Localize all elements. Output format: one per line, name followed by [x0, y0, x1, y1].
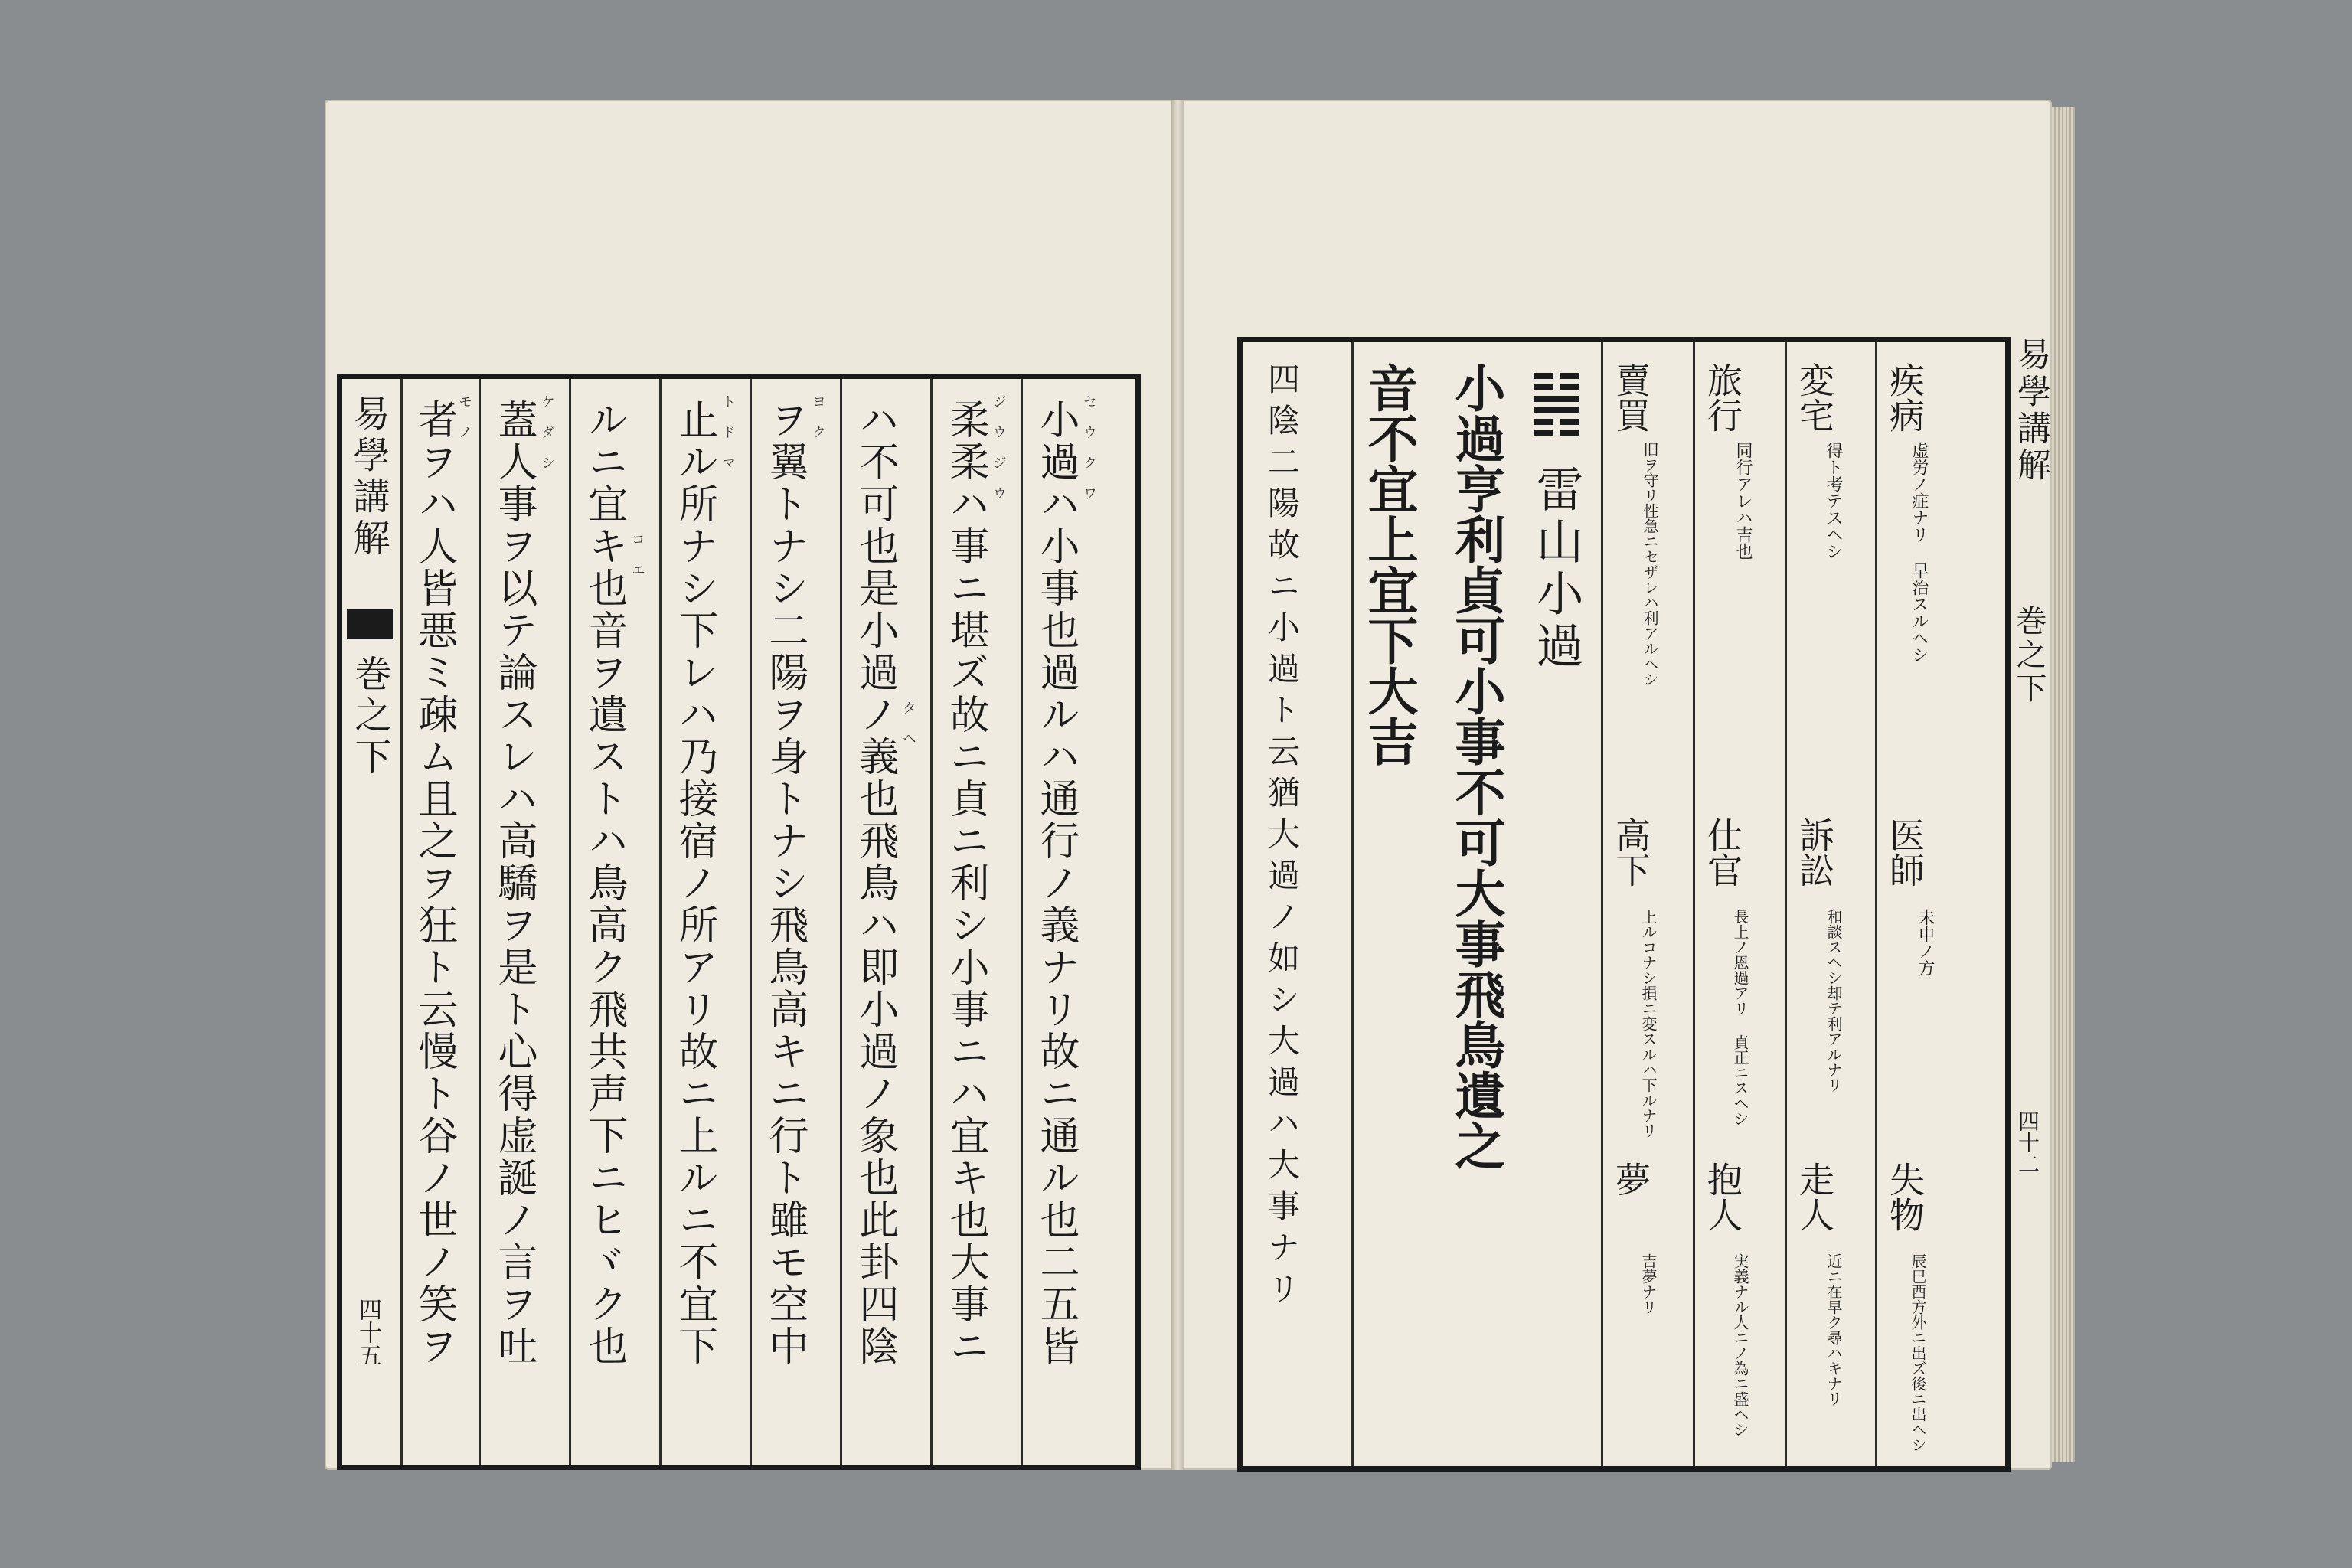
- topic-note: 虚労ノ症ナリ 早治スルヘシ: [1909, 442, 1929, 663]
- column-rule: [400, 379, 403, 1465]
- ruby-annotation: モノ: [456, 394, 472, 456]
- ruby-annotation: ヨク: [810, 394, 826, 456]
- topic-note: 得ト考テスヘシ: [1824, 442, 1843, 560]
- ruby-annotation: トドマ: [720, 394, 736, 486]
- text-column: ハ不可也是小過ノ義也飛鳥ハ即小過ノ象也此卦四陰: [852, 399, 898, 1367]
- right-volume-label: 巻之下: [2011, 605, 2047, 706]
- ruby-annotation: ジウジウ: [991, 394, 1007, 517]
- topic-label: 疾病: [1884, 362, 1926, 433]
- column-rule: [569, 379, 571, 1465]
- topic-note: 同行アレハ吉也: [1733, 442, 1753, 560]
- column-rule: [750, 379, 752, 1465]
- commentary-column: 四陰二陽故ニ小過ト云猶大過ノ如シ大過ハ大事ナリ: [1263, 362, 1301, 1313]
- topic-label: 変宅: [1794, 362, 1835, 433]
- text-column: 小過ハ小事也過ルハ通行ノ義ナリ故ニ通ル也二五皆: [1033, 399, 1079, 1367]
- text-column: 止ル所ナシ下レハ乃接宿ノ所アリ故ニ上ルニ不宜下: [671, 399, 717, 1367]
- right-folio: 四十二: [2015, 1110, 2040, 1174]
- column-rule: [1601, 342, 1603, 1466]
- left-folio: 四十五: [354, 1298, 381, 1367]
- item-note: 実義ナル人ニノ為ニ盛ヘシ: [1731, 1253, 1749, 1437]
- right-text-frame: [1237, 337, 2011, 1472]
- open-book: [325, 100, 2052, 1470]
- column-rule: [840, 379, 842, 1465]
- fishtail-mark: [347, 609, 393, 639]
- left-page: [325, 100, 1174, 1470]
- item-label: 訴訟: [1794, 817, 1835, 887]
- ruby-annotation: タヘ: [900, 701, 916, 762]
- text-column: ヲ翼トナシ二陽ヲ身トナシ飛鳥高キニ行ト雖モ空中: [762, 399, 808, 1367]
- item-label: 走人: [1794, 1161, 1835, 1232]
- item-note: 未申ノ方: [1916, 909, 1935, 976]
- item-note: 辰巳酉方外ニ出ズ後ニ出ヘシ: [1909, 1253, 1927, 1452]
- text-column: 者ヲハ人皆悪ミ疎ム且之ヲ狂ト云慢ト谷ノ世ノ笑ヲ: [411, 399, 457, 1367]
- left-margin-title: 易學講解: [347, 394, 390, 560]
- hexagram-name: 雷山小過: [1528, 465, 1584, 673]
- column-rule: [1785, 342, 1787, 1466]
- column-rule: [479, 379, 481, 1465]
- text-column: 柔柔ハ事ニ堪ズ故ニ貞ニ利シ小事ニハ宜キ也大事ニ: [942, 399, 988, 1367]
- item-label: 医師: [1884, 817, 1926, 887]
- column-rule: [659, 379, 662, 1465]
- judgement-line-2: 音不宜上宜下大吉: [1359, 362, 1419, 766]
- item-note: 上ルコナシ損ニ変スルハ下ルナリ: [1639, 909, 1658, 1138]
- right-page: [1182, 100, 2052, 1470]
- topic-label: 旅行: [1702, 362, 1743, 433]
- hexagram-symbol: [1534, 373, 1579, 442]
- item-label: 抱人: [1702, 1161, 1743, 1232]
- column-rule: [1875, 342, 1877, 1466]
- right-margin-title: 易學講解: [2011, 337, 2050, 484]
- item-label: 仕官: [1702, 817, 1743, 887]
- ruby-annotation: コエ: [629, 532, 645, 593]
- item-label: 夢: [1610, 1161, 1651, 1197]
- left-text-frame: [337, 374, 1141, 1470]
- page-edges: [2052, 107, 2075, 1462]
- column-rule: [1021, 379, 1023, 1465]
- column-rule: [930, 379, 933, 1465]
- left-volume-label: 巻之下: [348, 655, 391, 779]
- text-column: 蓋人事ヲ以テ論スレハ高驕ヲ是ト心得虚誕ノ言ヲ吐: [491, 399, 537, 1367]
- item-note: 近ニ在早ク尋ハキナリ: [1824, 1253, 1843, 1406]
- item-note: 和談スヘシ却テ利アルナリ: [1824, 909, 1843, 1093]
- column-rule: [1351, 342, 1354, 1466]
- ruby-annotation: セウクワ: [1081, 394, 1097, 517]
- item-note: 吉夢ナリ: [1639, 1253, 1658, 1315]
- topic-note: 旧ヲ守リ性急ニセザレハ利アルヘシ: [1641, 442, 1659, 687]
- item-label: 高下: [1610, 817, 1651, 887]
- column-rule: [1693, 342, 1695, 1466]
- item-label: 失物: [1884, 1161, 1926, 1232]
- item-note: 長上ノ恩過アリ 貞正ニスヘシ: [1731, 909, 1749, 1126]
- topic-label: 賣買: [1610, 362, 1651, 433]
- text-column: ルニ宜キ也音ヲ遺ストハ鳥高ク飛共声下ニヒヾク也: [581, 399, 627, 1367]
- ruby-annotation: ケダシ: [539, 394, 555, 486]
- judgement-line-1: 小過亨利貞可小事不可大事飛鳥遺之: [1446, 362, 1506, 1171]
